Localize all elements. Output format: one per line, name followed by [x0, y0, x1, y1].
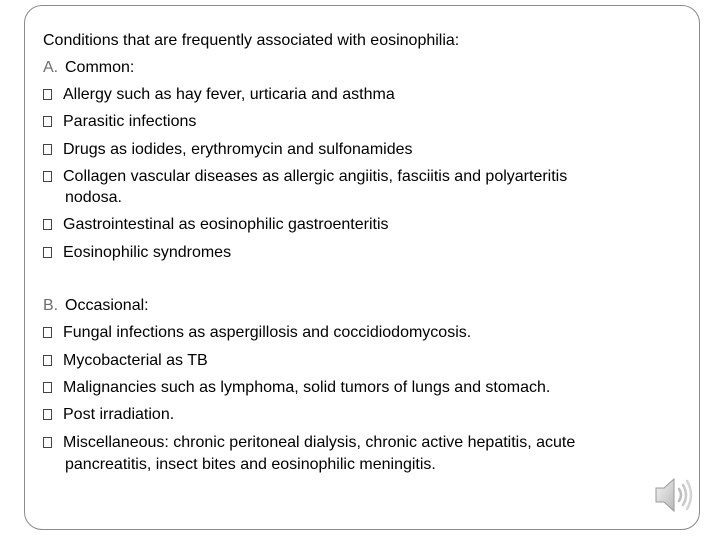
- section-b-title: Occasional:: [65, 297, 149, 314]
- bullet-box-icon: [43, 247, 52, 258]
- list-item-text: Mycobacterial as TB: [63, 352, 208, 369]
- list-item-text: Allergy such as hay fever, urticaria and asthma: [63, 86, 395, 103]
- list-item: [43, 140, 413, 159]
- bullet-box-icon: [43, 437, 52, 448]
- bullet-box-icon: [43, 219, 52, 230]
- list-item: [43, 433, 575, 452]
- list-item-continuation: pancreatitis, insect bites and eosinophilic meningitis.: [65, 456, 436, 473]
- speaker-icon[interactable]: [650, 470, 700, 520]
- list-item: [43, 167, 567, 186]
- list-item-text: Drugs as iodides, erythromycin and sulfonamides: [63, 141, 413, 158]
- bullet-box-icon: [43, 327, 52, 338]
- bullet-box-icon: [43, 409, 52, 420]
- list-item: [43, 85, 395, 104]
- list-item-text: Collagen vascular diseases as allergic angiitis, fasciitis and polyarteritis: [63, 168, 568, 185]
- bullet-box-icon: [43, 171, 52, 182]
- list-item-text: Post irradiation.: [63, 406, 175, 423]
- list-item: [43, 243, 231, 262]
- list-item-text: Eosinophilic syndromes: [63, 244, 232, 261]
- list-item-text: Malignancies such as lymphoma, solid tumors of lungs and stomach.: [63, 379, 551, 396]
- section-b-marker: B.: [43, 297, 59, 314]
- list-item-text: Parasitic infections: [63, 113, 197, 130]
- list-item-text: Gastrointestinal as eosinophilic gastroenteritis: [63, 216, 389, 233]
- list-item: [43, 378, 550, 397]
- section-a-title: Common:: [65, 59, 135, 76]
- bullet-box-icon: [43, 382, 52, 393]
- section-a-marker: A.: [43, 59, 59, 76]
- bullet-box-icon: [43, 89, 52, 100]
- list-item: [43, 112, 196, 131]
- list-item: [43, 351, 208, 370]
- bullet-box-icon: [43, 355, 52, 366]
- list-item: [43, 215, 389, 234]
- list-item-text: Miscellaneous: chronic peritoneal dialysis, chronic active hepatitis, acute: [63, 434, 576, 451]
- list-item-continuation: nodosa.: [65, 189, 122, 206]
- bullet-box-icon: [43, 144, 52, 155]
- section-b-header: [43, 296, 149, 315]
- list-item-text: Fungal infections as aspergillosis and coccidiodomycosis.: [63, 324, 472, 341]
- bullet-box-icon: [43, 116, 52, 127]
- section-a-header: [43, 58, 134, 77]
- list-item: [43, 405, 174, 424]
- slide-heading: Conditions that are frequently associated with eosinophilia:: [43, 32, 460, 49]
- list-item: [43, 323, 471, 342]
